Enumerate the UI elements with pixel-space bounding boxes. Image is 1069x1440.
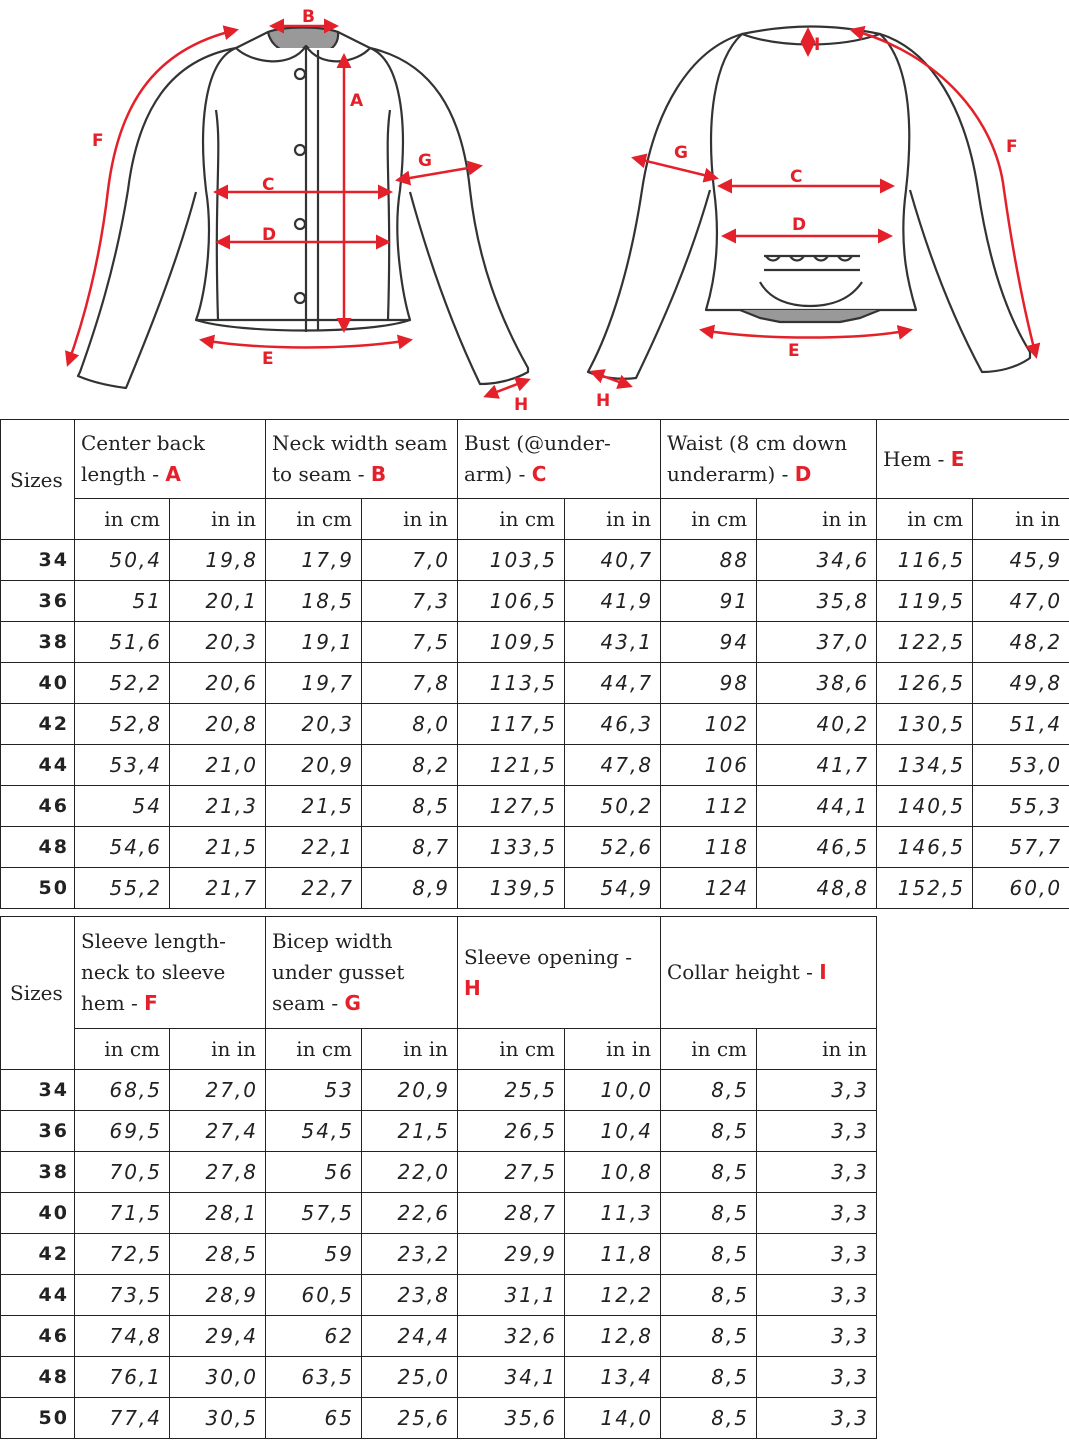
value-cell: 20,3 — [170, 622, 266, 663]
value-cell: 28,9 — [170, 1275, 266, 1316]
value-cell: 25,5 — [458, 1070, 565, 1111]
value-cell: 57,5 — [266, 1193, 362, 1234]
unit-in: in in — [362, 1029, 458, 1070]
value-cell: 10,0 — [565, 1070, 661, 1111]
value-cell: 59 — [266, 1234, 362, 1275]
value-cell: 52,6 — [565, 827, 661, 868]
value-cell: 139,5 — [458, 868, 565, 909]
value-cell: 50,2 — [565, 786, 661, 827]
table-row — [1, 704, 1069, 745]
value-cell: 8,5 — [661, 1111, 757, 1152]
value-cell: 91 — [661, 581, 757, 622]
value-cell: 116,5 — [877, 540, 973, 581]
table-row — [1, 1234, 877, 1275]
value-cell: 48,2 — [973, 622, 1069, 663]
size-cell: 46 — [1, 786, 75, 827]
value-cell: 106 — [661, 745, 757, 786]
size-cell: 40 — [1, 1193, 75, 1234]
value-cell: 44,7 — [565, 663, 661, 704]
unit-in: in in — [362, 499, 458, 540]
value-cell: 121,5 — [458, 745, 565, 786]
value-cell: 3,3 — [757, 1070, 877, 1111]
value-cell: 10,4 — [565, 1111, 661, 1152]
value-cell: 46,3 — [565, 704, 661, 745]
value-cell: 94 — [661, 622, 757, 663]
size-cell: 36 — [1, 1111, 75, 1152]
size-cell: 38 — [1, 622, 75, 663]
value-cell: 8,5 — [661, 1357, 757, 1398]
value-cell: 30,0 — [170, 1357, 266, 1398]
table-row — [1, 1070, 877, 1111]
value-cell: 21,5 — [266, 786, 362, 827]
front-jacket-drawing — [78, 28, 528, 389]
value-cell: 20,9 — [266, 745, 362, 786]
value-cell: 130,5 — [877, 704, 973, 745]
value-cell: 20,3 — [266, 704, 362, 745]
value-cell: 112 — [661, 786, 757, 827]
letter-h-back: H — [596, 391, 611, 411]
value-cell: 35,6 — [458, 1398, 565, 1439]
unit-cm: in cm — [661, 1029, 757, 1070]
unit-in: in in — [170, 499, 266, 540]
value-cell: 55,3 — [973, 786, 1069, 827]
size-cell: 42 — [1, 1234, 75, 1275]
size-cell: 44 — [1, 745, 75, 786]
measurement-table-2 — [0, 916, 877, 1439]
value-cell: 69,5 — [75, 1111, 170, 1152]
value-cell: 8,9 — [362, 868, 458, 909]
letter-e-back: E — [788, 341, 800, 361]
letter-f-back: F — [1006, 137, 1018, 157]
value-cell: 11,3 — [565, 1193, 661, 1234]
value-cell: 45,9 — [973, 540, 1069, 581]
value-cell: 122,5 — [877, 622, 973, 663]
value-cell: 3,3 — [757, 1111, 877, 1152]
value-cell: 119,5 — [877, 581, 973, 622]
value-cell: 18,5 — [266, 581, 362, 622]
value-cell: 47,0 — [973, 581, 1069, 622]
value-cell: 68,5 — [75, 1070, 170, 1111]
column-header-sleeve-opening: Sleeve opening - H — [458, 917, 661, 1029]
value-cell: 140,5 — [877, 786, 973, 827]
value-cell: 37,0 — [757, 622, 877, 663]
unit-cm: in cm — [266, 1029, 362, 1070]
value-cell: 7,3 — [362, 581, 458, 622]
value-cell: 26,5 — [458, 1111, 565, 1152]
value-cell: 3,3 — [757, 1357, 877, 1398]
value-cell: 8,5 — [661, 1070, 757, 1111]
value-cell: 57,7 — [973, 827, 1069, 868]
back-jacket-drawing — [588, 27, 1030, 379]
value-cell: 146,5 — [877, 827, 973, 868]
value-cell: 98 — [661, 663, 757, 704]
letter-d-front: D — [262, 225, 277, 245]
value-cell: 8,0 — [362, 704, 458, 745]
value-cell: 38,6 — [757, 663, 877, 704]
letter-f-front: F — [92, 131, 104, 151]
value-cell: 22,6 — [362, 1193, 458, 1234]
value-cell: 60,0 — [973, 868, 1069, 909]
value-cell: 20,9 — [362, 1070, 458, 1111]
table-row — [1, 745, 1069, 786]
letter-g-front: G — [418, 151, 432, 171]
value-cell: 50,4 — [75, 540, 170, 581]
value-cell: 7,5 — [362, 622, 458, 663]
value-cell: 49,8 — [973, 663, 1069, 704]
value-cell: 43,1 — [565, 622, 661, 663]
value-cell: 7,0 — [362, 540, 458, 581]
unit-cm: in cm — [75, 1029, 170, 1070]
size-cell: 48 — [1, 1357, 75, 1398]
value-cell: 29,4 — [170, 1316, 266, 1357]
value-cell: 40,7 — [565, 540, 661, 581]
value-cell: 52,2 — [75, 663, 170, 704]
value-cell: 8,2 — [362, 745, 458, 786]
letter-i-back: I — [814, 35, 821, 55]
value-cell: 117,5 — [458, 704, 565, 745]
size-cell: 38 — [1, 1152, 75, 1193]
value-cell: 12,2 — [565, 1275, 661, 1316]
table-1-body — [1, 540, 1069, 909]
unit-in: in in — [757, 499, 877, 540]
value-cell: 19,8 — [170, 540, 266, 581]
value-cell: 22,0 — [362, 1152, 458, 1193]
value-cell: 27,0 — [170, 1070, 266, 1111]
unit-cm: in cm — [661, 499, 757, 540]
value-cell: 34,6 — [757, 540, 877, 581]
size-cell: 36 — [1, 581, 75, 622]
value-cell: 76,1 — [75, 1357, 170, 1398]
size-cell: 46 — [1, 1316, 75, 1357]
value-cell: 60,5 — [266, 1275, 362, 1316]
value-cell: 53,4 — [75, 745, 170, 786]
value-cell: 8,5 — [661, 1193, 757, 1234]
value-cell: 17,9 — [266, 540, 362, 581]
value-cell: 27,4 — [170, 1111, 266, 1152]
unit-cm: in cm — [266, 499, 362, 540]
value-cell: 53 — [266, 1070, 362, 1111]
table-row — [1, 622, 1069, 663]
value-cell: 56 — [266, 1152, 362, 1193]
value-cell: 74,8 — [75, 1316, 170, 1357]
column-header-sleeve-length: Sleeve length-neck to sleeve hem - F — [75, 917, 266, 1029]
value-cell: 28,1 — [170, 1193, 266, 1234]
letter-b-front: B — [302, 7, 315, 27]
value-cell: 3,3 — [757, 1234, 877, 1275]
value-cell: 40,2 — [757, 704, 877, 745]
table-row — [1, 540, 1069, 581]
value-cell: 22,7 — [266, 868, 362, 909]
unit-in: in in — [757, 1029, 877, 1070]
value-cell: 41,9 — [565, 581, 661, 622]
value-cell: 23,8 — [362, 1275, 458, 1316]
letter-e-front: E — [262, 349, 274, 369]
value-cell: 8,7 — [362, 827, 458, 868]
table-row — [1, 1275, 877, 1316]
table-row — [1, 1316, 877, 1357]
value-cell: 51,4 — [973, 704, 1069, 745]
value-cell: 70,5 — [75, 1152, 170, 1193]
table-row — [1, 1152, 877, 1193]
value-cell: 20,8 — [170, 704, 266, 745]
column-header-bust: Bust (@under-arm) - C — [458, 420, 661, 499]
jacket-measurement-illustration — [0, 0, 1069, 418]
value-cell: 44,1 — [757, 786, 877, 827]
value-cell: 22,1 — [266, 827, 362, 868]
table-row — [1, 1357, 877, 1398]
value-cell: 62 — [266, 1316, 362, 1357]
value-cell: 53,0 — [973, 745, 1069, 786]
size-cell: 50 — [1, 868, 75, 909]
column-header-collar-height: Collar height - I — [661, 917, 877, 1029]
value-cell: 3,3 — [757, 1275, 877, 1316]
value-cell: 24,4 — [362, 1316, 458, 1357]
value-cell: 47,8 — [565, 745, 661, 786]
value-cell: 106,5 — [458, 581, 565, 622]
value-cell: 54,5 — [266, 1111, 362, 1152]
unit-cm: in cm — [75, 499, 170, 540]
value-cell: 127,5 — [458, 786, 565, 827]
column-header-center-back-length: Center back length - A — [75, 420, 266, 499]
value-cell: 25,0 — [362, 1357, 458, 1398]
value-cell: 124 — [661, 868, 757, 909]
value-cell: 20,1 — [170, 581, 266, 622]
letter-c-front: C — [262, 175, 275, 195]
value-cell: 48,8 — [757, 868, 877, 909]
size-cell: 40 — [1, 663, 75, 704]
size-cell: 34 — [1, 540, 75, 581]
letter-a-front: A — [350, 91, 364, 111]
column-header-neck-width: Neck width seam to seam - B — [266, 420, 458, 499]
value-cell: 51,6 — [75, 622, 170, 663]
column-header-hem: Hem - E — [877, 420, 1069, 499]
value-cell: 31,1 — [458, 1275, 565, 1316]
value-cell: 19,1 — [266, 622, 362, 663]
value-cell: 3,3 — [757, 1398, 877, 1439]
value-cell: 12,8 — [565, 1316, 661, 1357]
value-cell: 34,1 — [458, 1357, 565, 1398]
unit-in: in in — [973, 499, 1069, 540]
value-cell: 8,5 — [661, 1275, 757, 1316]
value-cell: 28,7 — [458, 1193, 565, 1234]
value-cell: 25,6 — [362, 1398, 458, 1439]
value-cell: 8,5 — [661, 1234, 757, 1275]
value-cell: 71,5 — [75, 1193, 170, 1234]
value-cell: 14,0 — [565, 1398, 661, 1439]
value-cell: 65 — [266, 1398, 362, 1439]
value-cell: 32,6 — [458, 1316, 565, 1357]
table-row — [1, 786, 1069, 827]
size-cell: 48 — [1, 827, 75, 868]
value-cell: 46,5 — [757, 827, 877, 868]
value-cell: 8,5 — [661, 1316, 757, 1357]
unit-cm: in cm — [458, 499, 565, 540]
value-cell: 20,6 — [170, 663, 266, 704]
value-cell: 8,5 — [661, 1398, 757, 1439]
value-cell: 63,5 — [266, 1357, 362, 1398]
size-cell: 34 — [1, 1070, 75, 1111]
unit-in: in in — [565, 499, 661, 540]
value-cell: 109,5 — [458, 622, 565, 663]
value-cell: 13,4 — [565, 1357, 661, 1398]
table-2-body — [1, 1070, 877, 1439]
table-row — [1, 868, 1069, 909]
value-cell: 27,5 — [458, 1152, 565, 1193]
letter-d-back: D — [792, 215, 807, 235]
value-cell: 21,5 — [362, 1111, 458, 1152]
column-header-bicep-width: Bicep width under gusset seam - G — [266, 917, 458, 1029]
unit-cm: in cm — [458, 1029, 565, 1070]
value-cell: 7,8 — [362, 663, 458, 704]
table-row — [1, 827, 1069, 868]
value-cell: 54 — [75, 786, 170, 827]
value-cell: 3,3 — [757, 1193, 877, 1234]
table-row — [1, 1111, 877, 1152]
sizes-header: Sizes — [1, 917, 75, 1070]
value-cell: 8,5 — [661, 1152, 757, 1193]
letter-g-back: G — [674, 143, 688, 163]
value-cell: 23,2 — [362, 1234, 458, 1275]
value-cell: 21,7 — [170, 868, 266, 909]
value-cell: 21,5 — [170, 827, 266, 868]
size-cell: 50 — [1, 1398, 75, 1439]
table-row — [1, 1193, 877, 1234]
value-cell: 102 — [661, 704, 757, 745]
value-cell: 3,3 — [757, 1152, 877, 1193]
value-cell: 3,3 — [757, 1316, 877, 1357]
size-cell: 44 — [1, 1275, 75, 1316]
value-cell: 133,5 — [458, 827, 565, 868]
unit-cm: in cm — [877, 499, 973, 540]
value-cell: 113,5 — [458, 663, 565, 704]
table-row — [1, 581, 1069, 622]
unit-in: in in — [565, 1029, 661, 1070]
value-cell: 152,5 — [877, 868, 973, 909]
value-cell: 10,8 — [565, 1152, 661, 1193]
value-cell: 72,5 — [75, 1234, 170, 1275]
value-cell: 73,5 — [75, 1275, 170, 1316]
value-cell: 103,5 — [458, 540, 565, 581]
value-cell: 55,2 — [75, 868, 170, 909]
table-row — [1, 663, 1069, 704]
value-cell: 88 — [661, 540, 757, 581]
value-cell: 51 — [75, 581, 170, 622]
table-row — [1, 1398, 877, 1439]
value-cell: 54,9 — [565, 868, 661, 909]
letter-c-back: C — [790, 167, 803, 187]
value-cell: 134,5 — [877, 745, 973, 786]
value-cell: 118 — [661, 827, 757, 868]
value-cell: 28,5 — [170, 1234, 266, 1275]
value-cell: 21,3 — [170, 786, 266, 827]
value-cell: 29,9 — [458, 1234, 565, 1275]
measurement-table-1 — [0, 419, 1069, 909]
value-cell: 19,7 — [266, 663, 362, 704]
value-cell: 126,5 — [877, 663, 973, 704]
value-cell: 8,5 — [362, 786, 458, 827]
value-cell: 52,8 — [75, 704, 170, 745]
size-cell: 42 — [1, 704, 75, 745]
value-cell: 21,0 — [170, 745, 266, 786]
unit-in: in in — [170, 1029, 266, 1070]
value-cell: 11,8 — [565, 1234, 661, 1275]
value-cell: 30,5 — [170, 1398, 266, 1439]
letter-h-front: H — [514, 395, 529, 415]
value-cell: 35,8 — [757, 581, 877, 622]
value-cell: 54,6 — [75, 827, 170, 868]
value-cell: 27,8 — [170, 1152, 266, 1193]
sizes-header: Sizes — [1, 420, 75, 540]
value-cell: 77,4 — [75, 1398, 170, 1439]
value-cell: 41,7 — [757, 745, 877, 786]
column-header-waist: Waist (8 cm down underarm) - D — [661, 420, 877, 499]
